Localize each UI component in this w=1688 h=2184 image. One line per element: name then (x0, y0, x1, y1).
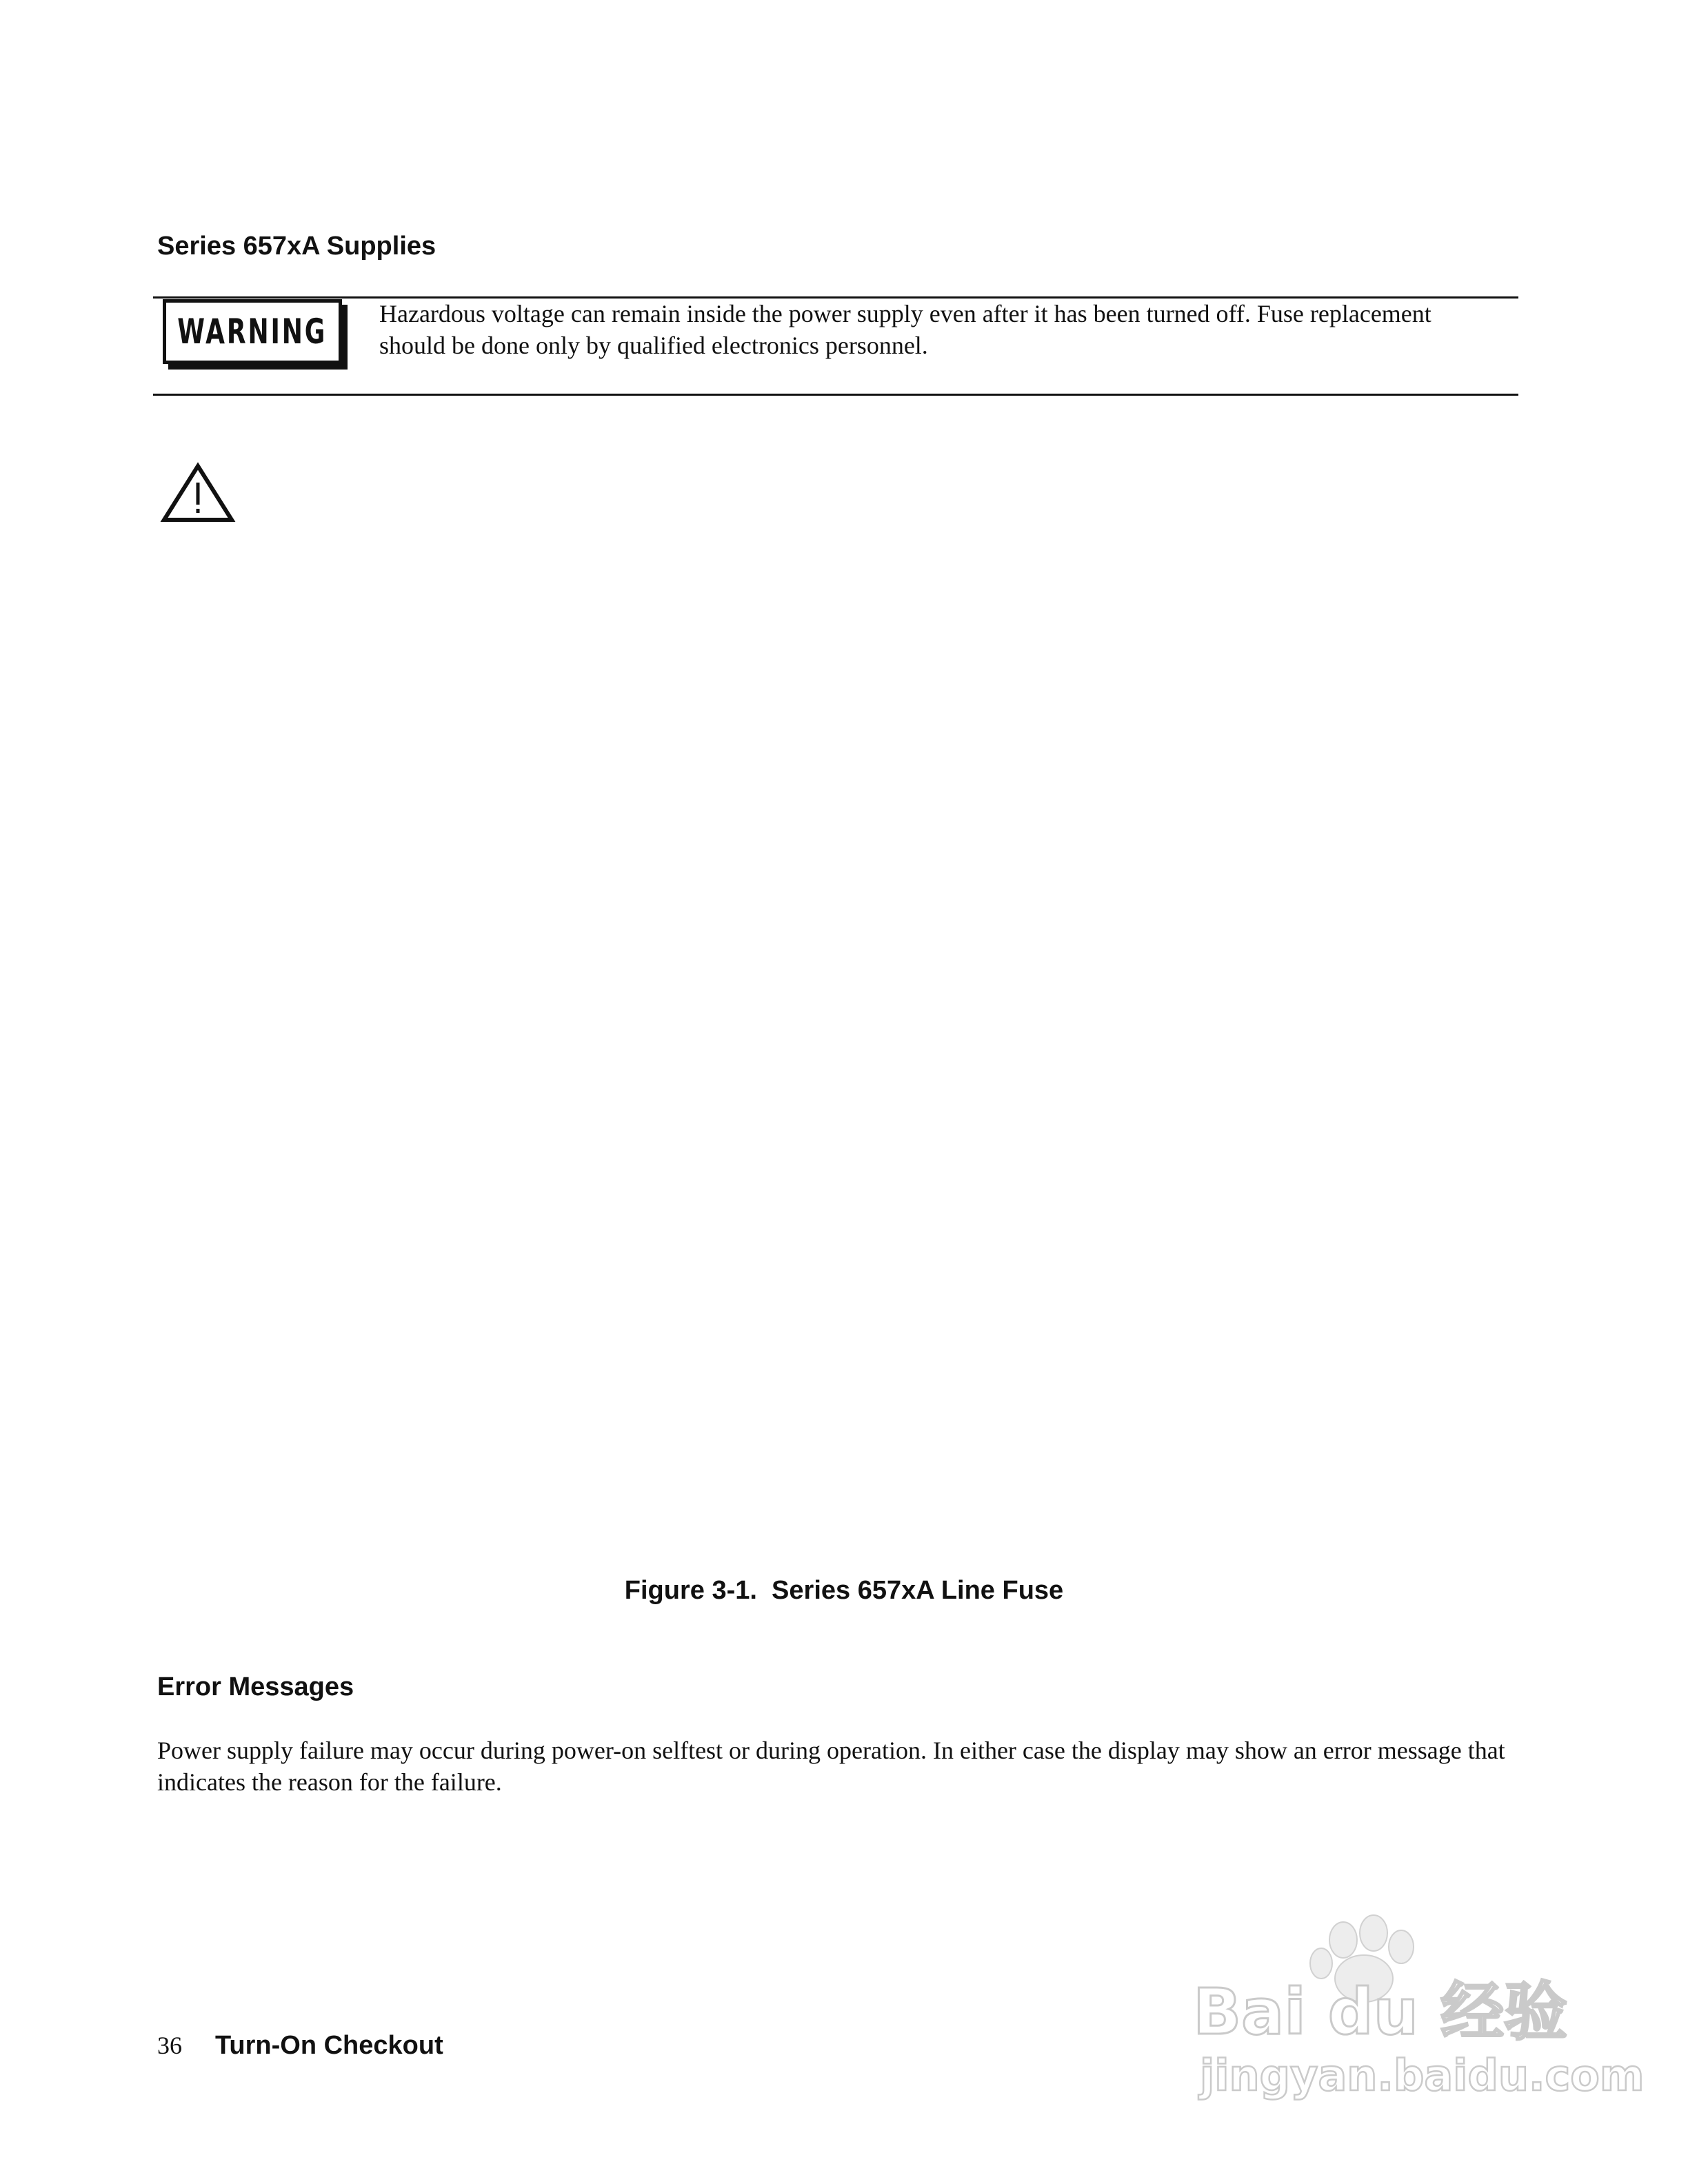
figure-caption: Figure 3-1. Series 657xA Line Fuse (624, 1576, 1064, 1605)
watermark-brand-text: Bai du 经验 (1193, 1975, 1568, 2049)
warning-label: WARNING (177, 312, 328, 352)
page-footer (157, 2031, 443, 2065)
figure-placeholder (157, 552, 1523, 1551)
section-heading-error-messages: Error Messages (157, 1672, 354, 1701)
warning-text: Hazardous voltage can remain inside the power supply even after it has been turned off. Fuse replacement should be done only by qualified electronics personnel. (379, 300, 1431, 359)
error-messages-paragraph: Power supply failure may occur during power-on selftest or during operation. In either case the display may show an error message that indicates the reason for the failure. (157, 1737, 1505, 1796)
section-heading-series: Series 657xA Supplies (157, 232, 436, 261)
warning-triangle-icon (160, 462, 236, 524)
baidu-watermark-logo (1186, 1910, 1645, 2103)
page-number: 36 (157, 2032, 182, 2059)
footer-title: Turn-On Checkout (215, 2031, 443, 2060)
watermark-url-text: jingyan.baidu.com (1200, 2050, 1645, 2101)
warning-label-box (163, 299, 342, 364)
warning-bottom-rule (153, 394, 1518, 396)
